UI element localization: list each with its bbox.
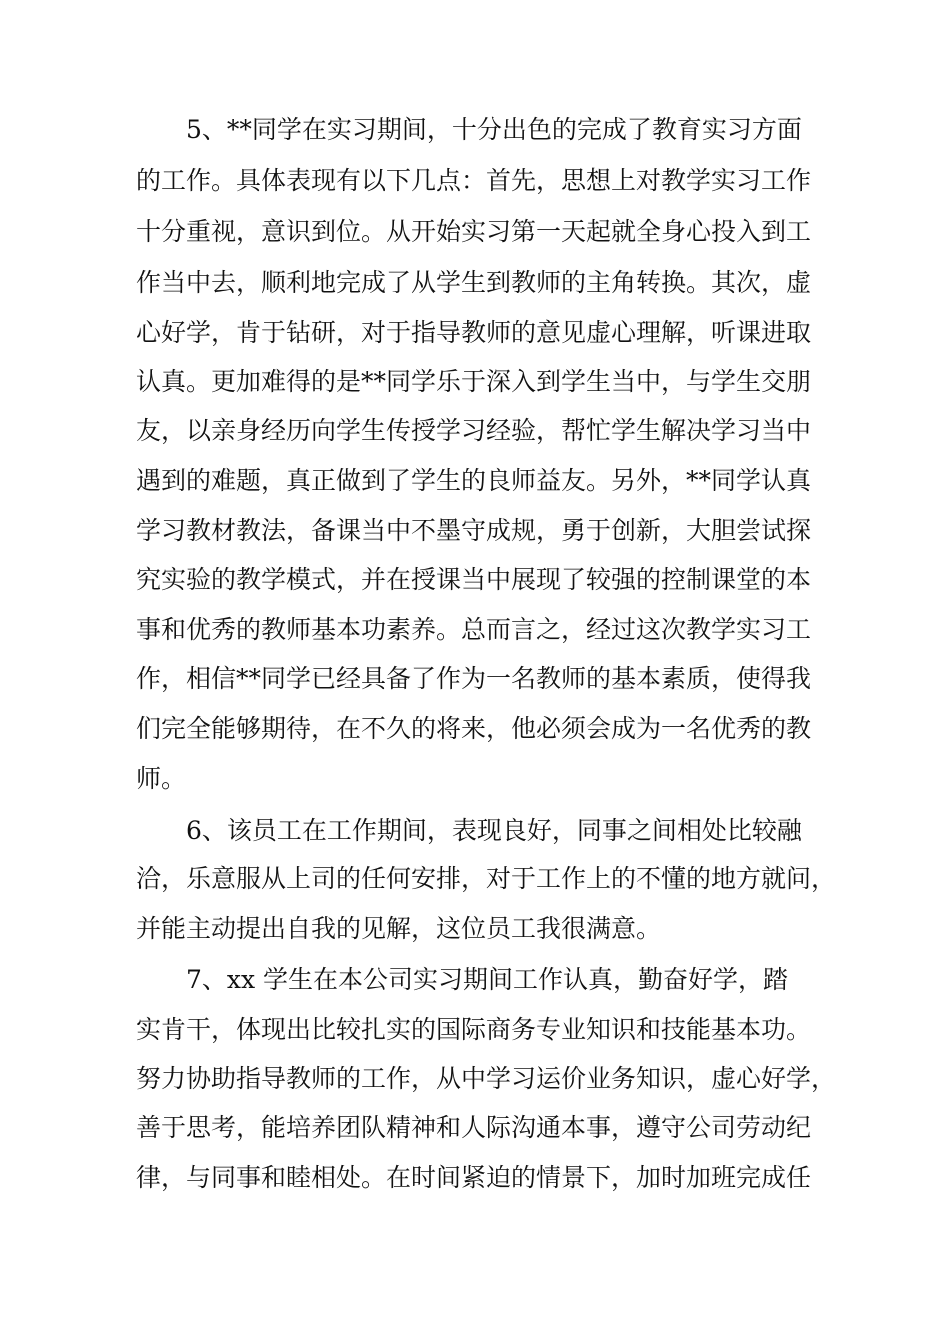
text-line: 作当中去，顺利地完成了从学生到教师的主角转换。其次，虚 [136,268,812,297]
text-line: 并能主动提出自我的见解，这位员工我很满意。 [136,914,662,943]
text-line: 7、xx 学生在本公司实习期间工作认真，勤奋好学，踏 [186,965,789,994]
text-line: 认真。更加难得的是**同学乐于深入到学生当中，与学生交朋 [136,367,812,396]
text-line: 们完全能够期待，在不久的将来，他必须会成为一名优秀的教 [136,714,812,743]
text-line: 洽，乐意服从上司的任何安排，对于工作上的不懂的地方就问， [136,864,837,893]
text-line: 的工作。具体表现有以下几点：首先，思想上对教学实习工作 [136,166,812,195]
text-line: 作，相信**同学已经具备了作为一名教师的基本素质，使得我 [136,664,812,693]
text-line: 努力协助指导教师的工作，从中学习运价业务知识，虚心好学， [136,1064,837,1093]
text-line: 善于思考，能培养团队精神和人际沟通本事，遵守公司劳动纪 [136,1113,812,1142]
text-line: 十分重视，意识到位。从开始实习第一天起就全身心投入到工 [136,217,812,246]
text-line: 师。 [136,764,187,793]
text-line: 学习教材教法，备课当中不墨守成规，勇于创新，大胆尝试探 [136,516,812,545]
text-line: 律，与同事和睦相处。在时间紧迫的情景下，加时加班完成任 [136,1163,812,1192]
text-line: 5、**同学在实习期间，十分出色的完成了教育实习方面 [186,115,802,144]
text-line: 遇到的难题，真正做到了学生的良师益友。另外，**同学认真 [136,466,812,495]
text-line: 友，以亲身经历向学生传授学习经验，帮忙学生解决学习当中 [136,416,812,445]
text-line: 究实验的教学模式，并在授课当中展现了较强的控制课堂的本 [136,565,812,594]
text-line: 心好学，肯于钻研，对于指导教师的意见虚心理解，听课进取 [136,318,812,347]
text-line: 事和优秀的教师基本功素养。总而言之，经过这次教学实习工 [136,615,812,644]
text-line: 实肯干，体现出比较扎实的国际商务专业知识和技能基本功。 [136,1015,812,1044]
text-line: 6、该员工在工作期间，表现良好，同事之间相处比较融 [186,816,802,845]
